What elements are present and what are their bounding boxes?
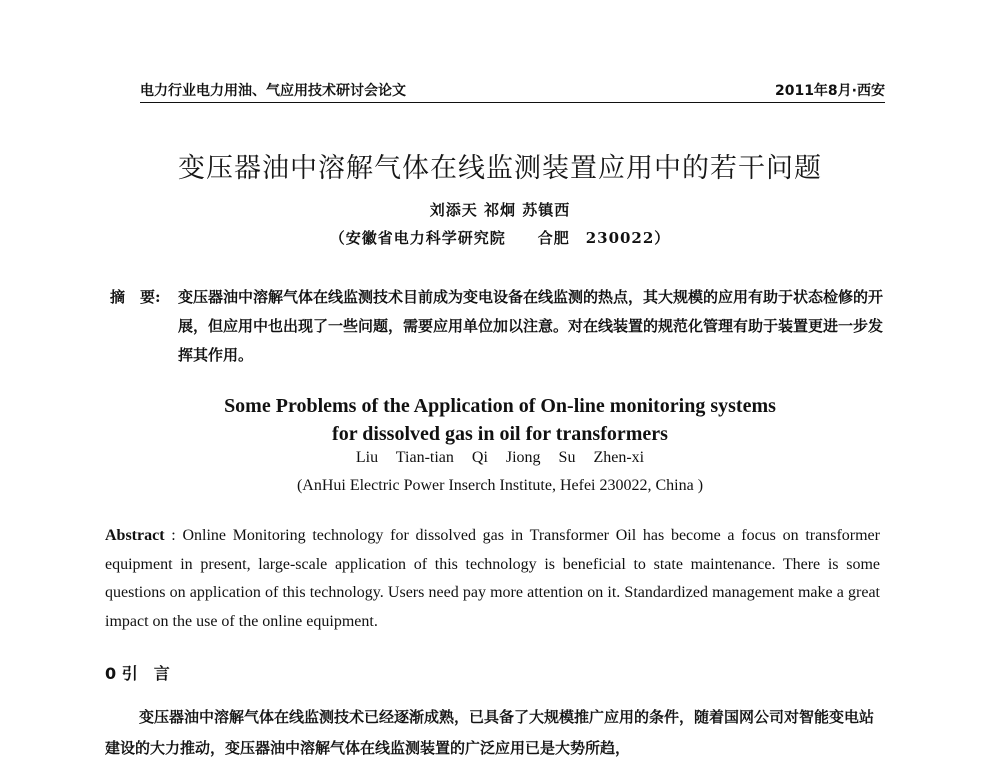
- cn-authors: 刘添天 祁炯 苏镇西: [429, 201, 571, 219]
- cn-abstract-text: 变压器油中溶解气体在线监测技术目前成为变电设备在线监测的热点，其大规模的应用有助于状态检修的开展，但应用中也出现了一些问题，需要应用单位加以注意。对在线装置的规范化管理有助于装置更进一步发挥其作用。: [178, 288, 884, 364]
- en-abstract-text: Online Monitoring technology for dissolved gas in Transformer Oil has become a focus on transformer equipment in present, large-scale application of this technology is beneficial to state maintenance. There is some questions on application of this technology. Users need pay more attention on it. Standardized management make a great impact on the use of the online equipment.: [105, 527, 880, 630]
- cn-affiliation: （安徽省电力科学研究院 合肥 230022）: [329, 229, 671, 247]
- section-body: 变压器油中溶解气体在线监测技术已经逐渐成熟，已具备了大规模推广应用的条件，随着国网公司对智能变电站建设的大力推动，变压器油中溶解气体在线监测装置的广泛应用已是大势所趋，: [105, 708, 875, 757]
- en-affiliation: (AnHui Electric Power Inserch Institute, Hefei 230022, China ): [296, 477, 704, 494]
- running-header: [140, 76, 885, 103]
- en-title-line-2: for dissolved gas in oil for transformers: [332, 423, 668, 445]
- paper-title: 变压器油中溶解气体在线监测装置应用中的若干问题: [178, 153, 822, 184]
- en-abstract-sep: :: [164, 527, 183, 544]
- en-authors: Liu Tian-tian Qi Jiong Su Zhen-xi: [355, 449, 645, 466]
- section-heading: 0 引 言: [105, 664, 170, 683]
- en-title-line-1: Some Problems of the Application of On-line monitoring systems: [224, 395, 776, 417]
- en-title: [0, 392, 1000, 448]
- header-date-place: 2011年8月·西安: [774, 83, 885, 99]
- en-abstract: [105, 522, 880, 636]
- header-conference: 电力行业电力用油、气应用技术研讨会论文: [140, 83, 406, 99]
- en-abstract-label: Abstract: [105, 527, 165, 544]
- cn-abstract-label: 摘 要:: [110, 288, 161, 306]
- cn-abstract: [110, 283, 888, 370]
